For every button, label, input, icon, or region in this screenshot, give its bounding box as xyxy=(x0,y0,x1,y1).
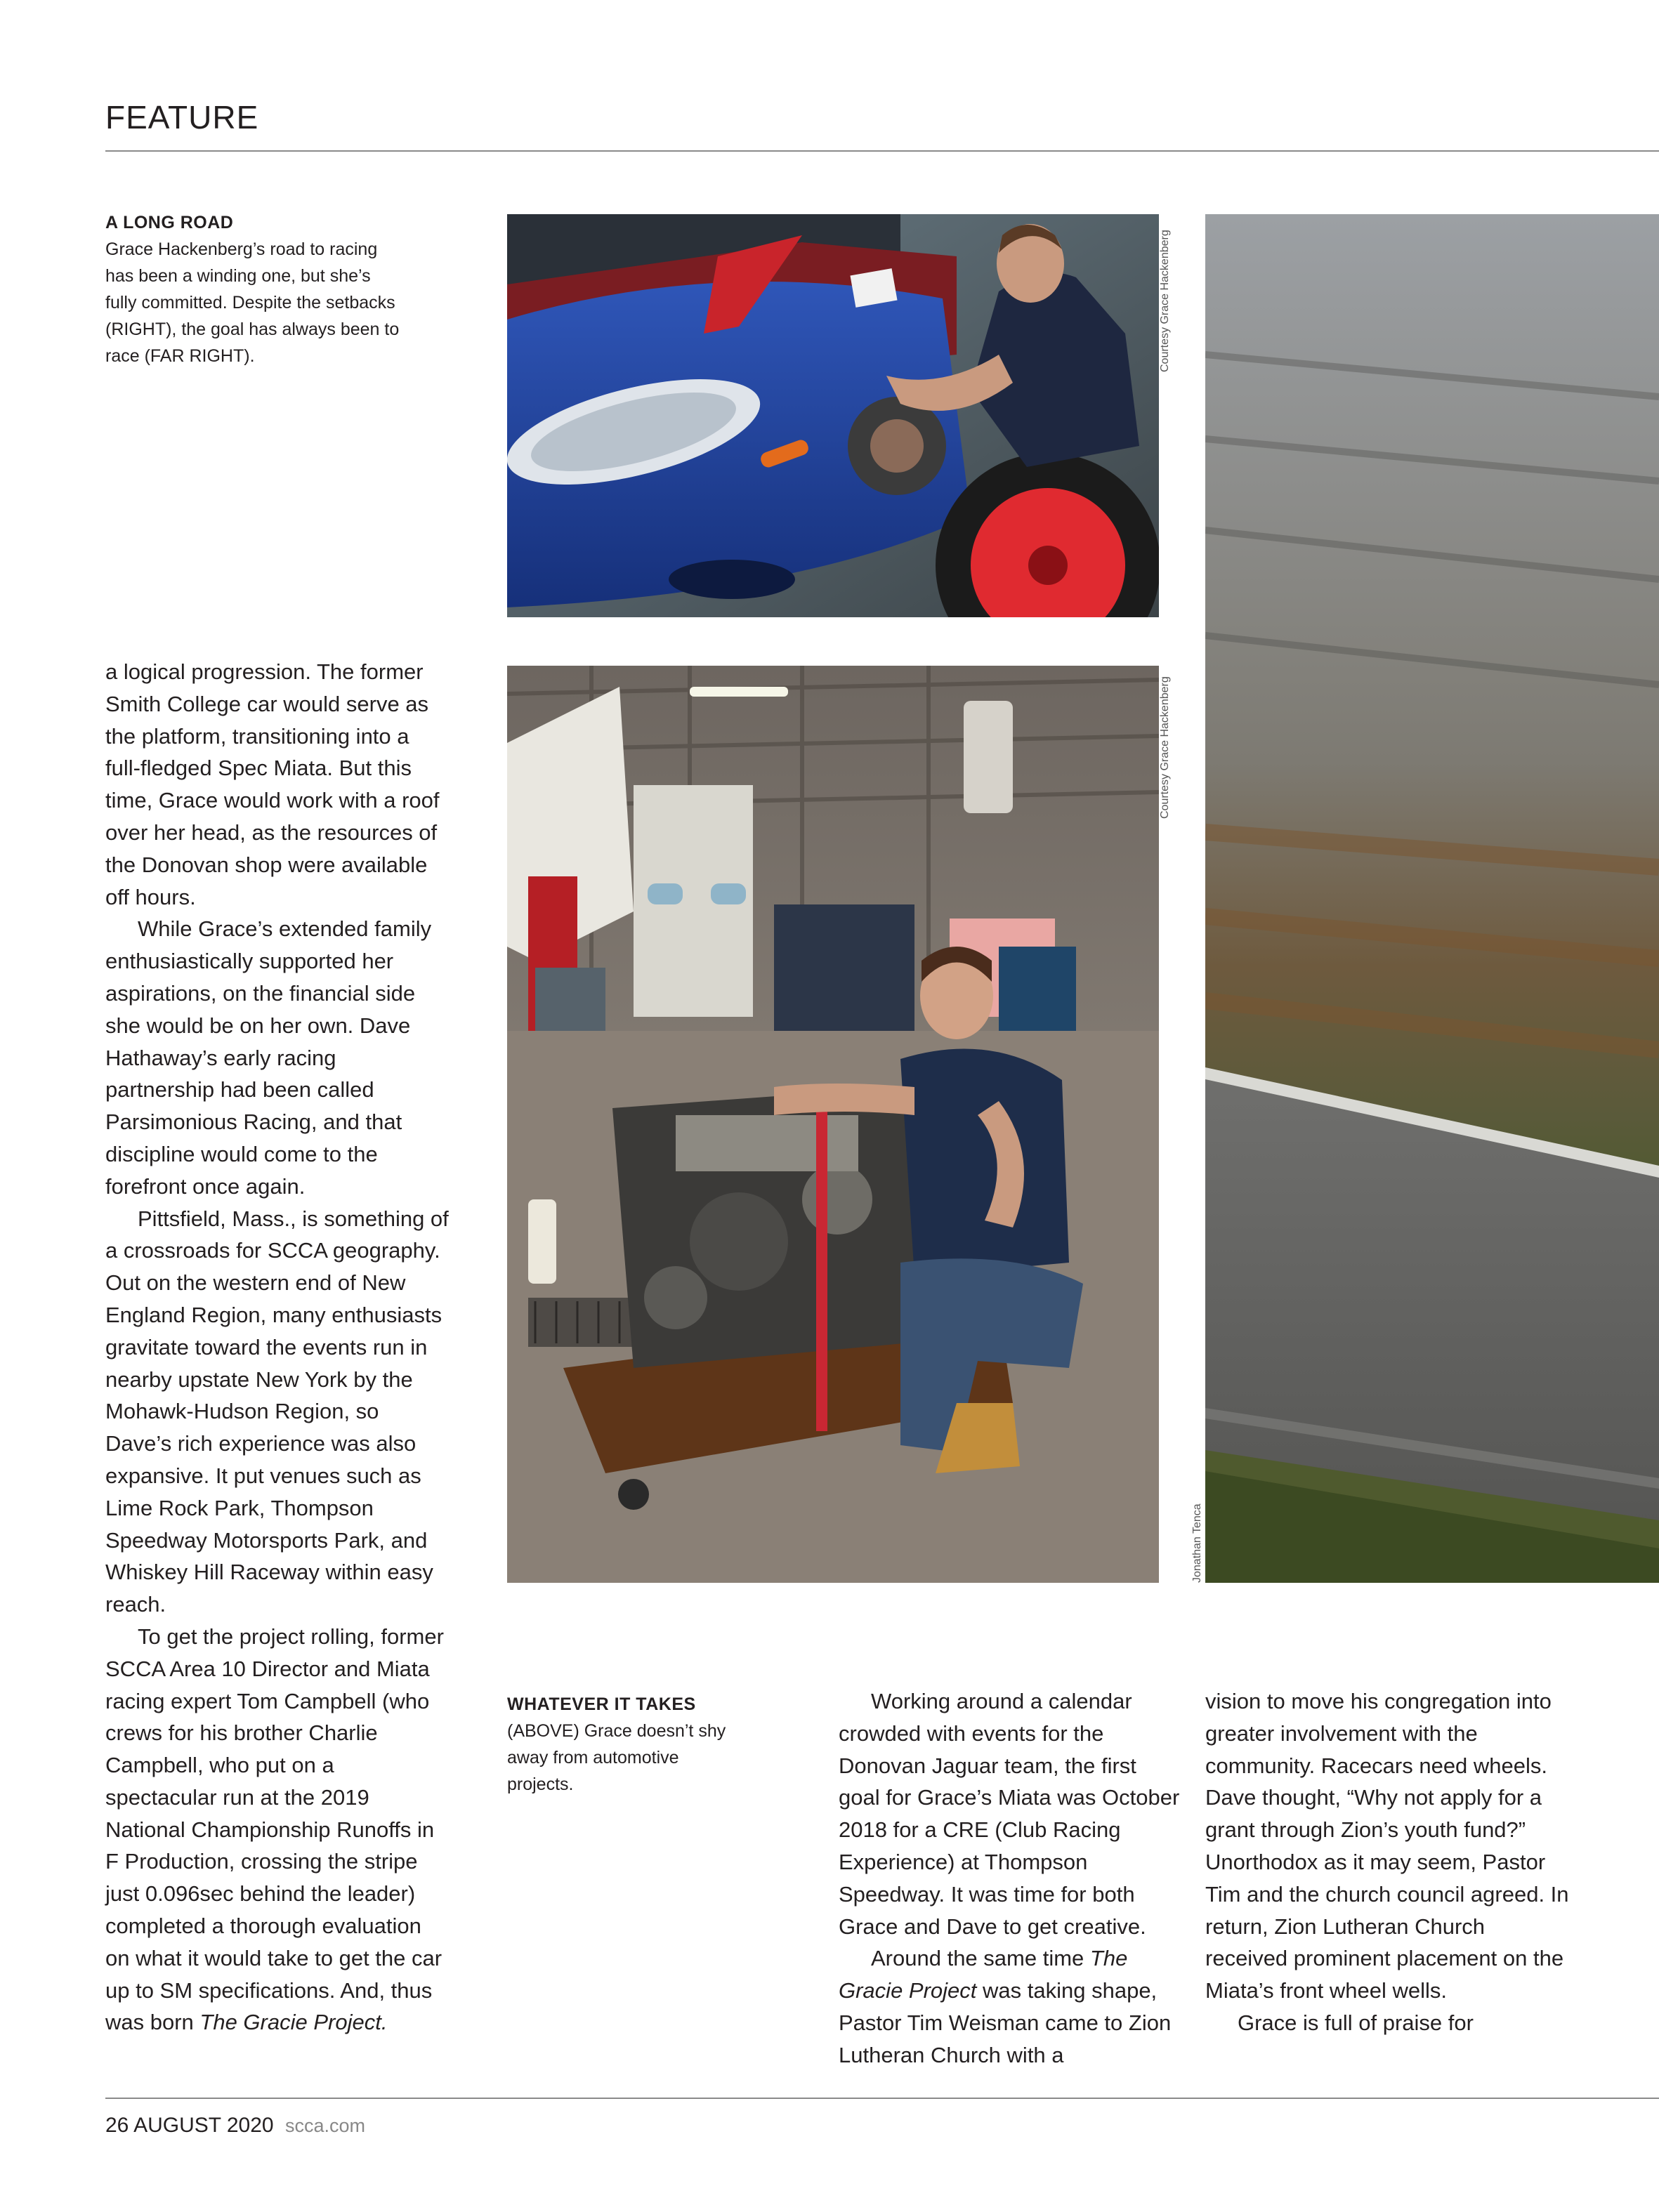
paragraph: Grace is full of praise for xyxy=(1238,2010,1474,2035)
article-column-1 xyxy=(105,656,450,2039)
article-column-2 xyxy=(839,1685,1183,2072)
caption-title: A LONG ROAD xyxy=(105,213,234,232)
paragraph: Pittsfield, Mass., is something of a crossroads for SCCA geography. Out on the western end of New England Region, many enthusiasts gravitate toward the events run in nearby upstate New York by the Mohawk-Hudson Region, so Dave’s rich experience was also expansive. It put venues such as Lime Rock Park, Thompson Speedway Motorsports Park, and Whiskey Hill Raceway within easy reach. xyxy=(105,1206,449,1617)
paragraph: Working around a calendar crowded with events for the Donovan Jaguar team, the first goal for Grace’s Miata was October 2018 for a CRE (Club Racing Experience) at Thompson Speedway. It was time for both Grace and Dave to get creative. xyxy=(839,1689,1180,1939)
issue-date: AUGUST 2020 xyxy=(133,2114,274,2137)
paragraph xyxy=(105,1621,450,2039)
paragraph: vision to move his congregation into greater involvement with the community. Racecars need wheels. Dave thought, “Why not apply for a grant through Zion’s youth fund?” Unorthodox as it may seem, Pastor Tim and the church council agreed. In return, Zion Lutheran Church received prominent placement on the Miata’s front wheel wells. xyxy=(1205,1689,1569,2003)
site-link[interactable]: scca.com xyxy=(284,2115,365,2136)
paragraph: a logical progression. The former Smith College car would serve as the platform, transitioning into a full-fledged Spec Miata. But this time, Grace would work with a roof over her head, as the resources of the Donovan shop were available off hours. xyxy=(105,659,440,909)
italic-title: The Gracie Project xyxy=(839,1946,1128,2003)
caption-whatever-it-takes xyxy=(507,1691,732,1798)
italic-title: The Gracie Project. xyxy=(199,2010,388,2035)
photo-racing-blur xyxy=(1205,214,1659,1583)
paragraph-text: was taking shape, Pastor Tim Weisman came to Zion Lutheran Church with a xyxy=(839,1978,1172,2067)
photo-credit: Courtesy Grace Hackenberg xyxy=(1159,676,1171,819)
paragraph: While Grace’s extended family enthusiastically supported her aspirations, on the financial side she would be on her own. Dave Hathaway’s early racing partnership had been called Parsimonious Racing, and that discipline would come to the forefront once again. xyxy=(105,916,432,1199)
caption-text: Grace Hackenberg’s road to racing has been a winding one, but she’s fully committed. Despite the setbacks (RIGHT), the goal has always been to race (FAR RIGHT). xyxy=(105,239,400,366)
page-folio xyxy=(105,2114,365,2138)
photo-credit: Jonathan Tenca xyxy=(1191,1503,1203,1583)
photo-car-repair xyxy=(507,214,1159,617)
section-label: FEATURE xyxy=(105,99,259,136)
footer-rule xyxy=(105,2098,1659,2099)
paragraph xyxy=(839,1942,1183,2071)
caption-a-long-road xyxy=(105,209,400,369)
article-column-3 xyxy=(1205,1685,1571,2039)
caption-text: (ABOVE) Grace doesn’t shy away from automotive projects. xyxy=(507,1721,726,1794)
page-number: 26 xyxy=(105,2114,129,2137)
paragraph-text: To get the project rolling, former SCCA Area 10 Director and Miata racing expert Tom Campbell (who crews for his brother Charlie Campbell, who put on a spectacular run at the 2019 National Championship Runoffs in F Production, crossing the stripe just 0.096sec behind the leader) completed a thorough evaluation on what it would take to get the car up to SM specifications. And, thus was born xyxy=(105,1624,444,2035)
caption-title: WHATEVER IT TAKES xyxy=(507,1694,696,1714)
header-rule xyxy=(105,150,1659,152)
photo-engine-shop xyxy=(507,666,1159,1583)
paragraph-text: Around the same time xyxy=(871,1946,1090,1971)
photo-credit: Courtesy Grace Hackenberg xyxy=(1159,230,1171,372)
